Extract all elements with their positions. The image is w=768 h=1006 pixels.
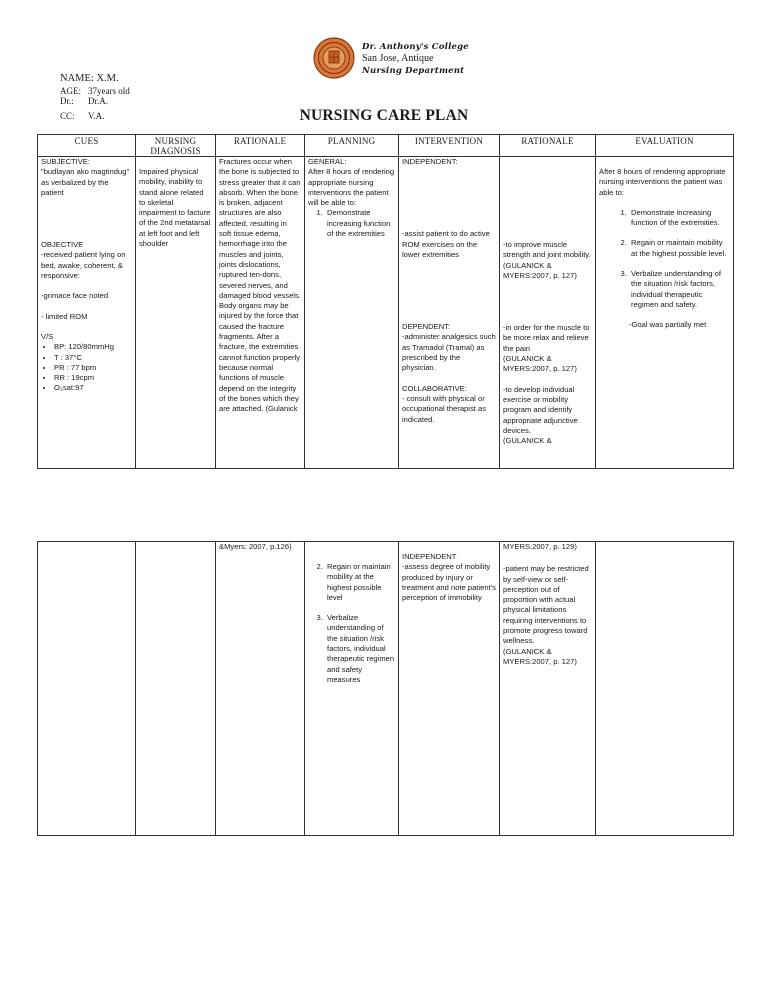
cues-cell xyxy=(38,157,136,469)
department-name: Nursing Department xyxy=(362,66,465,76)
rationale-2-a-ref: (GULANICK & MYERS:2007, p. 127) xyxy=(503,260,577,280)
subjective-text: "budlayan ako magtindug" as verbalized by the patient xyxy=(41,167,130,197)
rationale-2-continued-ref: MYERS:2007, p. 129) xyxy=(503,542,577,551)
planning-cell-continued xyxy=(305,542,399,836)
planning-goals-list xyxy=(308,208,395,239)
intervention-cell-continued xyxy=(399,542,500,836)
independent-label: INDEPENDENT: xyxy=(402,157,458,166)
cc-value: V.A. xyxy=(88,111,105,121)
cc-label: CC: xyxy=(60,111,75,121)
age-value: 37years old xyxy=(88,86,130,96)
care-plan-table xyxy=(37,134,734,469)
dependent-intervention: -administer analgesics such as Tramadol (Tramal) as prescribed by the physician. xyxy=(402,332,496,373)
list-item: 1. Demonstrate increasing function of the extremities. xyxy=(629,208,730,229)
rationale-2-continued-ref-2: (GULANICK & MYERS:2007, p. 127) xyxy=(503,646,577,666)
diagnosis-text: Impaired physical mobility, inability to stand alone related to skeletal impairment to facture of the 2nd metatarsal at left foot and left shoulder xyxy=(139,167,211,249)
list-item: • O₂sat:97 xyxy=(54,383,132,393)
column-header-rationale: RATIONALE xyxy=(216,135,305,157)
vital-signs-list xyxy=(41,342,132,393)
college-seal-logo xyxy=(313,37,355,79)
cues-cell-continued xyxy=(38,542,136,836)
evaluation-intro: After 8 hours of rendering appropriate nursing interventions the patient was able to: xyxy=(599,167,726,197)
evaluation-list xyxy=(599,208,730,310)
intervention-cell xyxy=(399,157,500,469)
list-item: • RR : 19cpm xyxy=(54,373,132,383)
list-item: 2. Regain or maintain mobility at the highest possible level xyxy=(325,562,395,603)
evaluation-result: -Goal was partially met xyxy=(629,320,707,330)
table-row xyxy=(38,157,734,469)
collaborative-label: COLLABORATIVE: xyxy=(402,383,467,393)
rationale-cell-continued xyxy=(216,542,305,836)
rationale-2-b: -in order for the muscle to be more relax and relieve the pain xyxy=(503,323,590,353)
collaborative-intervention: - consult with physical or occupational therapist as indicated. xyxy=(402,393,487,424)
doctor-value: Dr.A. xyxy=(88,96,108,106)
list-item: • BP: 120/80mmHg xyxy=(54,342,132,352)
objective-text: -received patient lying on bed, awake, coherent, & responsive: xyxy=(41,250,126,281)
limited-rom-note: - limited ROM xyxy=(41,311,88,321)
column-header-cues: CUES xyxy=(38,135,136,157)
grimace-note: -grimace face noted xyxy=(41,291,109,301)
college-name: Dr. Anthony's College xyxy=(362,42,469,52)
column-header-rationale-2: RATIONALE xyxy=(500,135,596,157)
table-row xyxy=(38,542,734,836)
rationale-text: Fractures occur when the bone is subjected to stress greater that it can absorb. When the bone is broken, adjacent structures are also affected, resulting in soft tissue edema, hemorrhage into the muscles and joints, joints dislocations, ruptured ten-dons, severed nerves, and damaged blood vessels. Body organs may be injured by the force that caused the fracture fragments. After a fracture, the extremities cannot function properly because normal functions of muscle depend on the integrity of the bones which they are attached. (Gulanick xyxy=(219,157,301,414)
college-location: San Jose, Antique xyxy=(362,53,434,64)
evaluation-cell-continued xyxy=(596,542,734,836)
rationale-2-c: -to develop individual exercise or mobility program and identify appropriate adjunctive devices. xyxy=(503,384,578,435)
column-header-diagnosis: NURSING DIAGNOSIS xyxy=(136,135,216,157)
planning-label: GENERAL: xyxy=(308,157,347,166)
list-item: • PR : 77 bpm xyxy=(54,363,132,373)
diagnosis-cell xyxy=(136,157,216,469)
rationale-2-cell-continued xyxy=(500,542,596,836)
dependent-label: DEPENDENT: xyxy=(402,322,451,332)
rationale-2-b-ref: (GULANICK & MYERS:2007, p. 127) xyxy=(503,354,577,374)
rationale-cell xyxy=(216,157,305,469)
rationale-continued-text: &Myers: 2007, p.126) xyxy=(219,542,292,551)
planning-text: After 8 hours of rendering appropriate nursing interventions the patient will be able to: xyxy=(308,167,395,208)
list-item: 2. Regain or maintain mobility at the highest possible level. xyxy=(629,238,730,259)
doctor-label: Dr.: xyxy=(60,96,74,106)
list-item: 3. Verbalize understanding of the situation /risk factors, individual therapeutic regimen and safety measures xyxy=(325,613,395,685)
rationale-2-continued-text: -patient may be restricted by self-view or self- perception out of proportion with actual physical limitations requiring interventions to promote progress toward wellness. xyxy=(503,564,589,646)
planning-cell xyxy=(305,157,399,469)
subjective-label: SUBJECTIVE: xyxy=(41,157,90,166)
rationale-2-cell xyxy=(500,157,596,469)
planning-goals-list-continued xyxy=(308,562,395,685)
list-item: • T : 37°C xyxy=(54,353,132,363)
care-plan-table-continued xyxy=(37,541,734,836)
age-label: AGE: xyxy=(60,86,81,96)
header-row xyxy=(38,135,734,157)
page-title: NURSING CARE PLAN xyxy=(299,107,469,124)
list-item: 3. Verbalize understanding of the situation /risk factors, individual therapeutic regimen and safety. xyxy=(629,269,730,310)
vital-signs-label: V/S xyxy=(41,331,54,341)
column-header-intervention: INTERVENTION xyxy=(399,135,500,157)
independent-intervention-continued: -assess degree of mobility produced by injury or treatment and note patient's perception of immobility xyxy=(402,562,496,603)
patient-doctor-row xyxy=(60,96,108,106)
independent-label-continued: INDEPENDENT xyxy=(402,552,457,561)
rationale-2-c-ref: (GULANICK & xyxy=(503,436,552,446)
column-header-evaluation: EVALUATION xyxy=(596,135,734,157)
college-header xyxy=(362,41,469,77)
objective-label: OBJECTIVE xyxy=(41,240,84,250)
list-item: 1. Demonstrate increasing function of the extremities xyxy=(325,208,395,239)
patient-age-row xyxy=(60,86,130,96)
rationale-2-a: -to improve muscle strength and joint mobility. xyxy=(503,240,591,260)
column-header-planning: PLANNING xyxy=(305,135,399,157)
evaluation-cell xyxy=(596,157,734,469)
independent-intervention: -assist patient to do active ROM exercises on the lower extremities xyxy=(402,229,490,259)
diagnosis-cell-continued xyxy=(136,542,216,836)
patient-name: NAME: X.M. xyxy=(60,73,119,84)
